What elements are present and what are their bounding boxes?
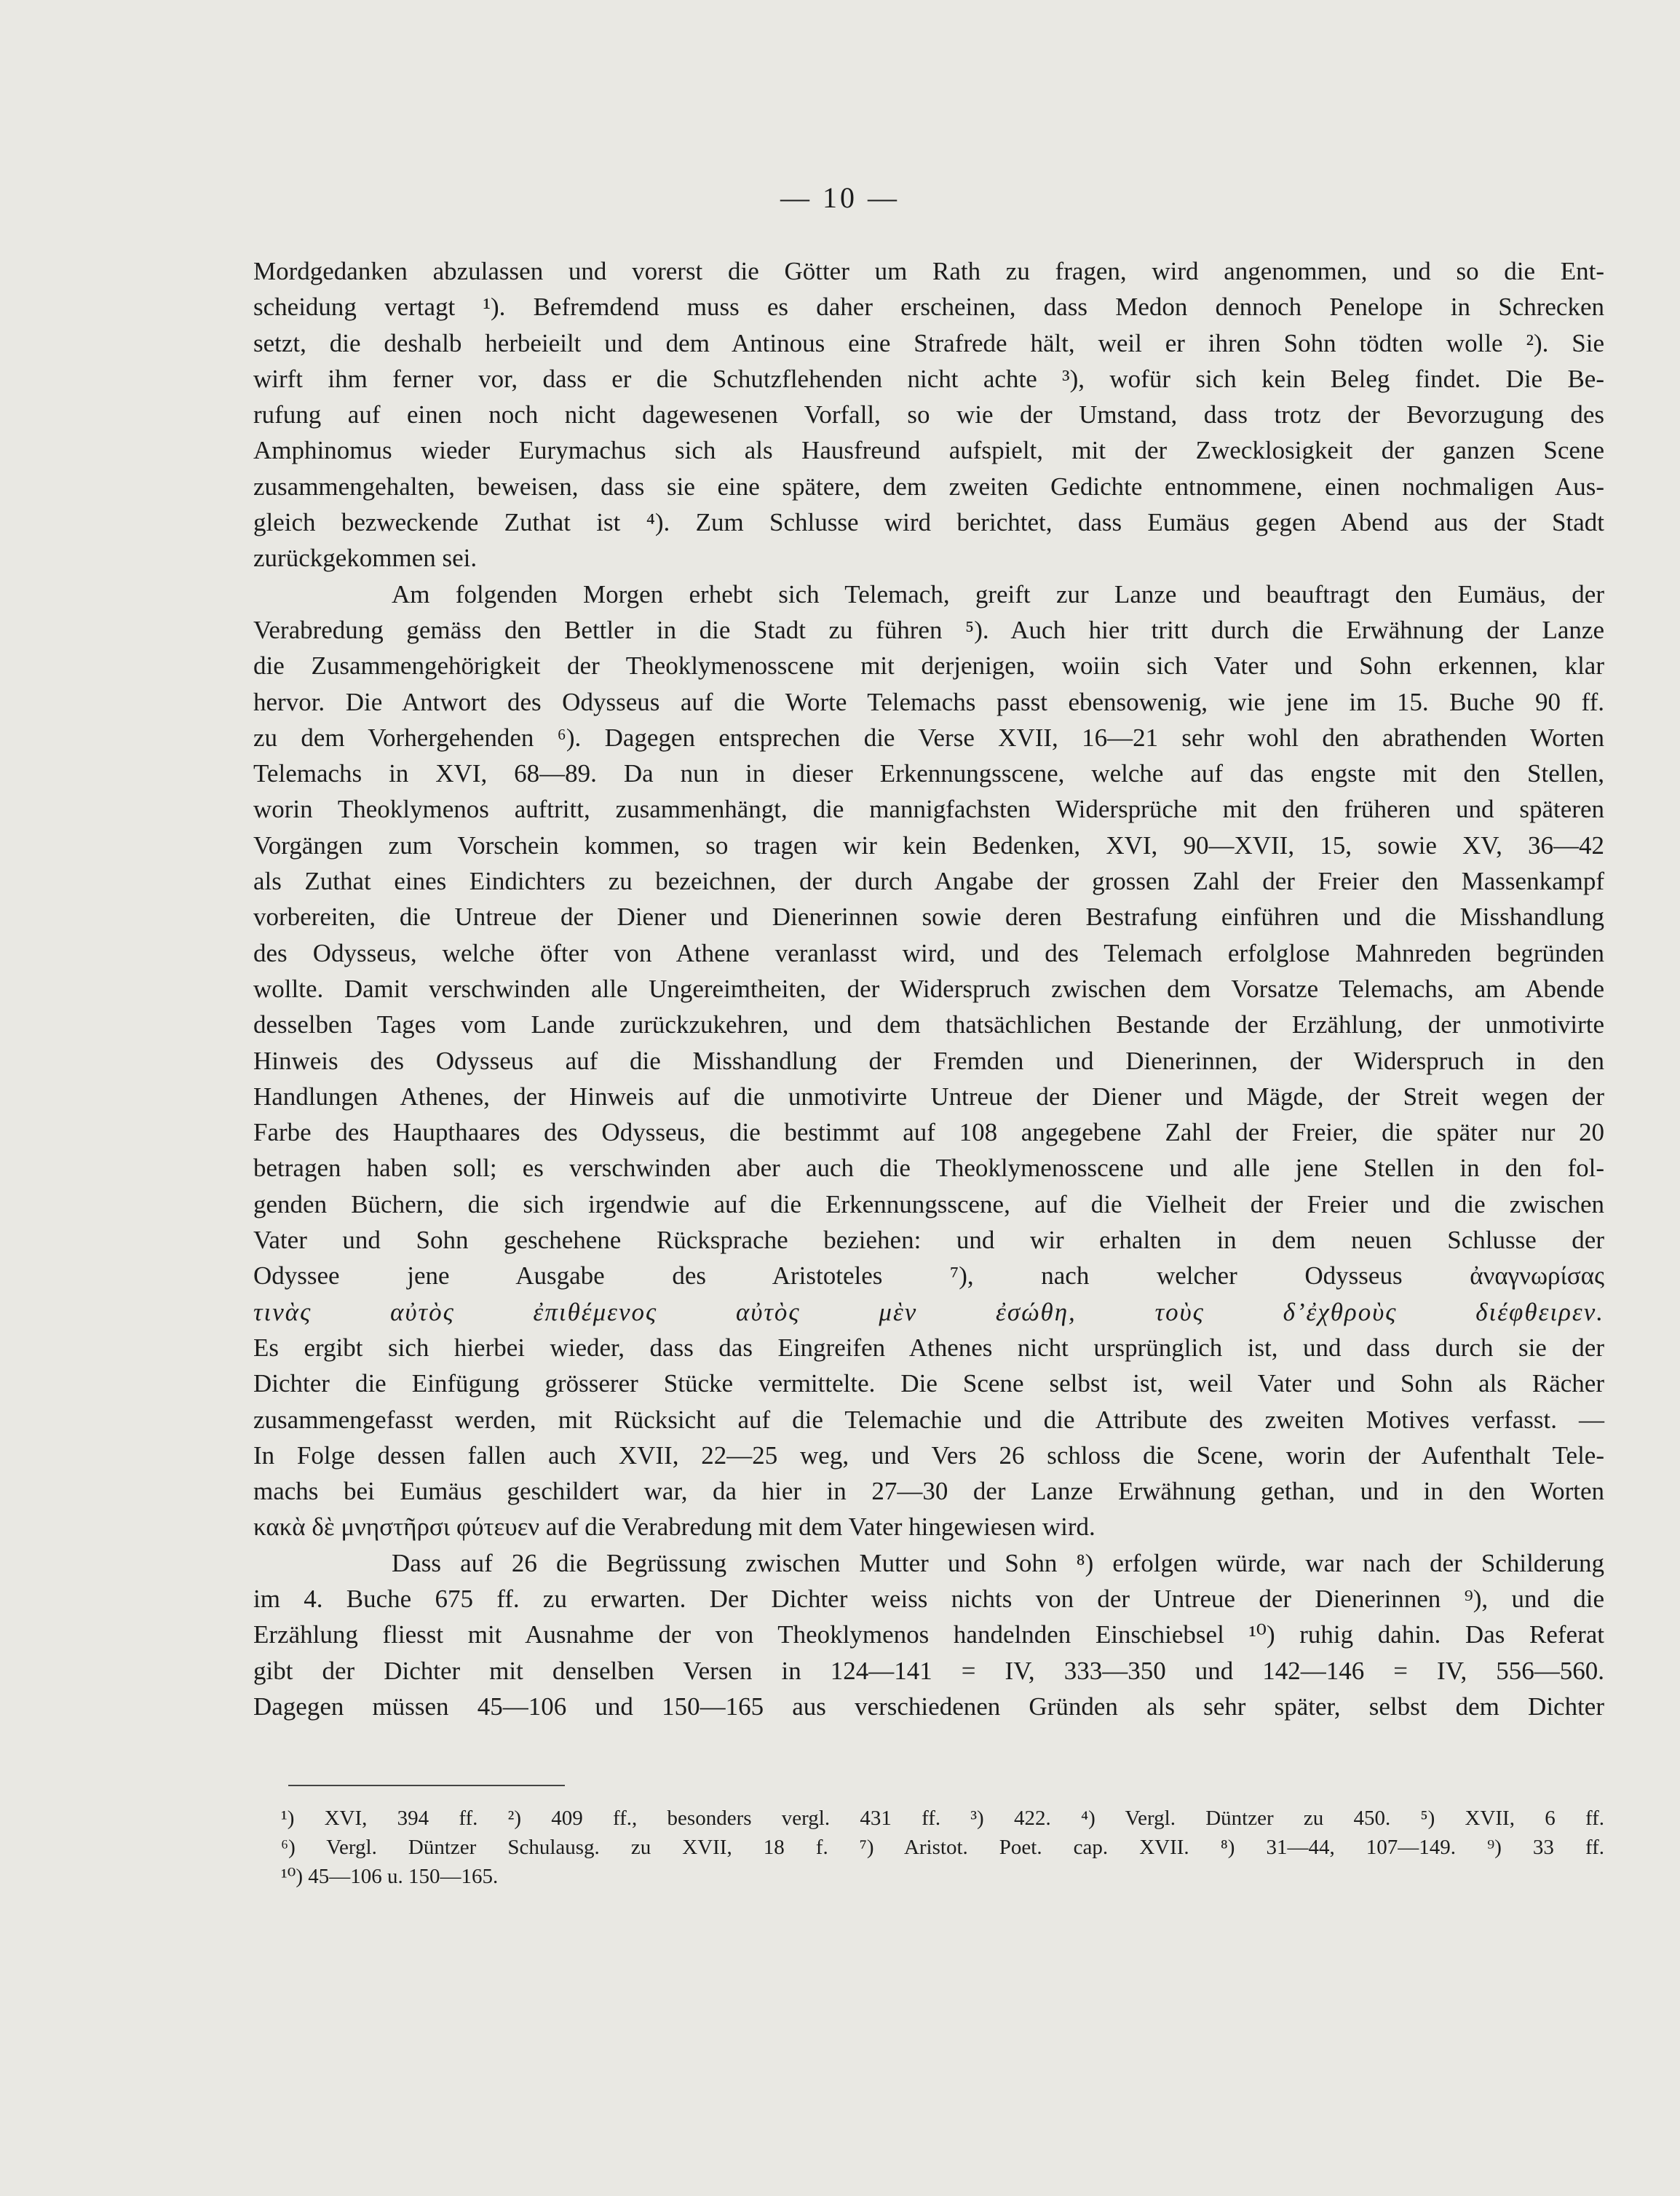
text-line: hervor. Die Antwort des Odysseus auf die Worte Telemachs passt ebensowenig, wie jene im 15. Buche 90 ff. [253, 687, 1604, 716]
text-line: vorbereiten, die Untreue der Diener und Dienerinnen sowie deren Bestrafung einführen und die Misshandlung [253, 903, 1604, 932]
text-line: Handlungen Athenes, der Hinweis auf die unmotivirte Untreue der Diener und Mägde, der Streit wegen der [253, 1082, 1604, 1111]
text-line: gleich bezweckende Zuthat ist ⁴). Zum Schlusse wird berichtet, dass Eumäus gegen Abend aus der Stadt [253, 508, 1604, 537]
text-line: desselben Tages vom Lande zurückzukehren, und dem thatsächlichen Bestande der Erzählung, der unmotivirte [253, 1010, 1604, 1039]
text-line: worin Theoklymenos auftritt, zusammenhängt, die mannigfachsten Widersprüche mit den früheren und späteren [253, 795, 1604, 824]
page-number: — 10 — [780, 181, 900, 214]
text-line: rufung auf einen noch nicht dagewesenen Vorfall, so wie der Umstand, dass trotz der Bevorzugung des [253, 400, 1604, 429]
text-line: Verabredung gemäss den Bettler in die Stadt zu führen ⁵). Auch hier tritt durch die Erwähnung der Lanze [253, 615, 1604, 644]
text-line: zusammengehalten, beweisen, dass sie eine spätere, dem zweiten Gedichte entnommene, einen nochmaligen Aus- [253, 472, 1604, 501]
text-line: scheidung vertagt ¹). Befremdend muss es daher erscheinen, dass Medon dennoch Penelope in Schrecken [253, 293, 1604, 322]
text-line: des Odysseus, welche öfter von Athene veranlasst wird, und des Telemach erfolglose Mahnreden begründen [253, 938, 1604, 967]
text-line: Amphinomus wieder Eurymachus sich als Hausfreund aufspielt, mit der Zwecklosigkeit der ganzen Scene [253, 436, 1604, 465]
text-line: betragen haben soll; es verschwinden aber auch die Theoklymenosscene und alle jene Stellen in den fol- [253, 1154, 1604, 1183]
text-line: zusammengefasst werden, mit Rücksicht auf die Telemachie und die Attribute des zweiten Motives verfasst. — [253, 1405, 1604, 1434]
text-line: als Zuthat eines Eindichters zu bezeichnen, der durch Angabe der grossen Zahl der Freier den Massenkampf [253, 867, 1604, 896]
text-line: κακὰ δὲ μνηστῆρσι φύτευεν auf die Verabredung mit dem Vater hingewiesen wird. [253, 1513, 1095, 1542]
text-line: Farbe des Haupthaares des Odysseus, die bestimmt auf 108 angegebene Zahl der Freier, die später nur 20 [253, 1118, 1604, 1147]
text-line: gibt der Dichter mit denselben Versen in 124—141 = IV, 333—350 und 142—146 = IV, 556—560. [253, 1656, 1604, 1685]
text-line: Hinweis des Odysseus auf die Misshandlung der Fremden und Dienerinnen, der Widerspruch in den [253, 1046, 1604, 1075]
footnote-line: ⁶) Vergl. Düntzer Schulausg. zu XVII, 18 f. ⁷) Aristot. Poet. cap. XVII. ⁸) 31—44, 107—149. ⁹) 33 ff. [281, 1836, 1604, 1859]
text-line: Odyssee jene Ausgabe des Aristoteles ⁷), nach welcher Odysseus ἀναγνωρίσας [253, 1261, 1604, 1291]
text-line: Es ergibt sich hierbei wieder, dass das Eingreifen Athenes nicht ursprünglich ist, und dass durch sie der [253, 1333, 1604, 1362]
text-line: wollte. Damit verschwinden alle Ungereimtheiten, der Widerspruch zwischen dem Vorsatze Telemachs, am Abende [253, 974, 1604, 1003]
paragraph-start: Am folgenden Morgen erhebt sich Telemach, greift zur Lanze und beauftragt den Eumäus, der [392, 579, 1604, 609]
footnote-line: ¹⁰) 45—106 u. 150—165. [281, 1865, 499, 1888]
text-line: die Zusammengehörigkeit der Theoklymenosscene mit derjenigen, woiin sich Vater und Sohn erkennen, klar [253, 651, 1604, 681]
footnote-line: ¹) XVI, 394 ff. ²) 409 ff., besonders vergl. 431 ff. ³) 422. ⁴) Vergl. Düntzer zu 450. ⁵) XVII, 6 ff. [281, 1807, 1604, 1830]
text-line: Dagegen müssen 45—106 und 150—165 aus verschiedenen Gründen als sehr später, selbst dem Dichter [253, 1692, 1604, 1721]
paragraph-start: Dass auf 26 die Begrüssung zwischen Mutter und Sohn ⁸) erfolgen würde, war nach der Schilderung [392, 1548, 1604, 1577]
text-line: im 4. Buche 675 ff. zu erwarten. Der Dichter weiss nichts von der Untreue der Dienerinnen ⁹), und die [253, 1584, 1604, 1613]
text-line: zu dem Vorhergehenden ⁶). Dagegen entsprechen die Verse XVII, 16—21 sehr wohl den abrathenden Worten [253, 723, 1604, 752]
text-line: machs bei Eumäus geschildert war, da hier in 27—30 der Lanze Erwähnung gethan, und in den Worten [253, 1477, 1604, 1506]
text-line: zurückgekommen sei. [253, 544, 478, 573]
text-line: Telemachs in XVI, 68—89. Da nun in dieser Erkennungsscene, welche auf das engste mit den Stellen, [253, 759, 1604, 788]
text-line: Dichter die Einfügung grösserer Stücke vermittelte. Die Scene selbst ist, weil Vater und Sohn als Rächer [253, 1369, 1604, 1398]
body-text [253, 253, 1604, 1724]
text-line: genden Büchern, die sich irgendwie auf die Erkennungsscene, auf die Vielheit der Freier und die zwischen [253, 1189, 1604, 1218]
text-line: Mordgedanken abzulassen und vorerst die Götter um Rath zu fragen, wird angenommen, und so die Ent- [253, 257, 1604, 285]
footnotes [281, 1804, 1604, 1891]
greek-quotation-line: τινὰς αὐτὸς ἐπιθέμενος αὐτὸς μὲν ἐσώθη, τοὺς δ’ἐχθροὺς διέφθειρεν. [253, 1297, 1604, 1326]
text-line: setzt, die deshalb herbeieilt und dem Antinous eine Strafrede hält, weil er ihren Sohn tödten wolle ²). Sie [253, 328, 1604, 357]
text-line: wirft ihm ferner vor, dass er die Schutzflehenden nicht achte ³), wofür sich kein Beleg findet. Die Be- [253, 364, 1604, 393]
text-line: Vorgängen zum Vorschein kommen, so tragen wir kein Bedenken, XVI, 90—XVII, 15, sowie XV, 36—42 [253, 831, 1604, 860]
footnote-divider [288, 1785, 565, 1786]
text-line: Vater und Sohn geschehene Rücksprache beziehen: und wir erhalten in dem neuen Schlusse der [253, 1226, 1604, 1255]
text-line: Erzählung fliesst mit Ausnahme der von Theoklymenos handelnden Einschiebsel ¹⁰) ruhig dahin. Das Referat [253, 1620, 1604, 1649]
text-line: In Folge dessen fallen auch XVII, 22—25 weg, und Vers 26 schloss die Scene, worin der Aufenthalt Tele- [253, 1440, 1604, 1470]
